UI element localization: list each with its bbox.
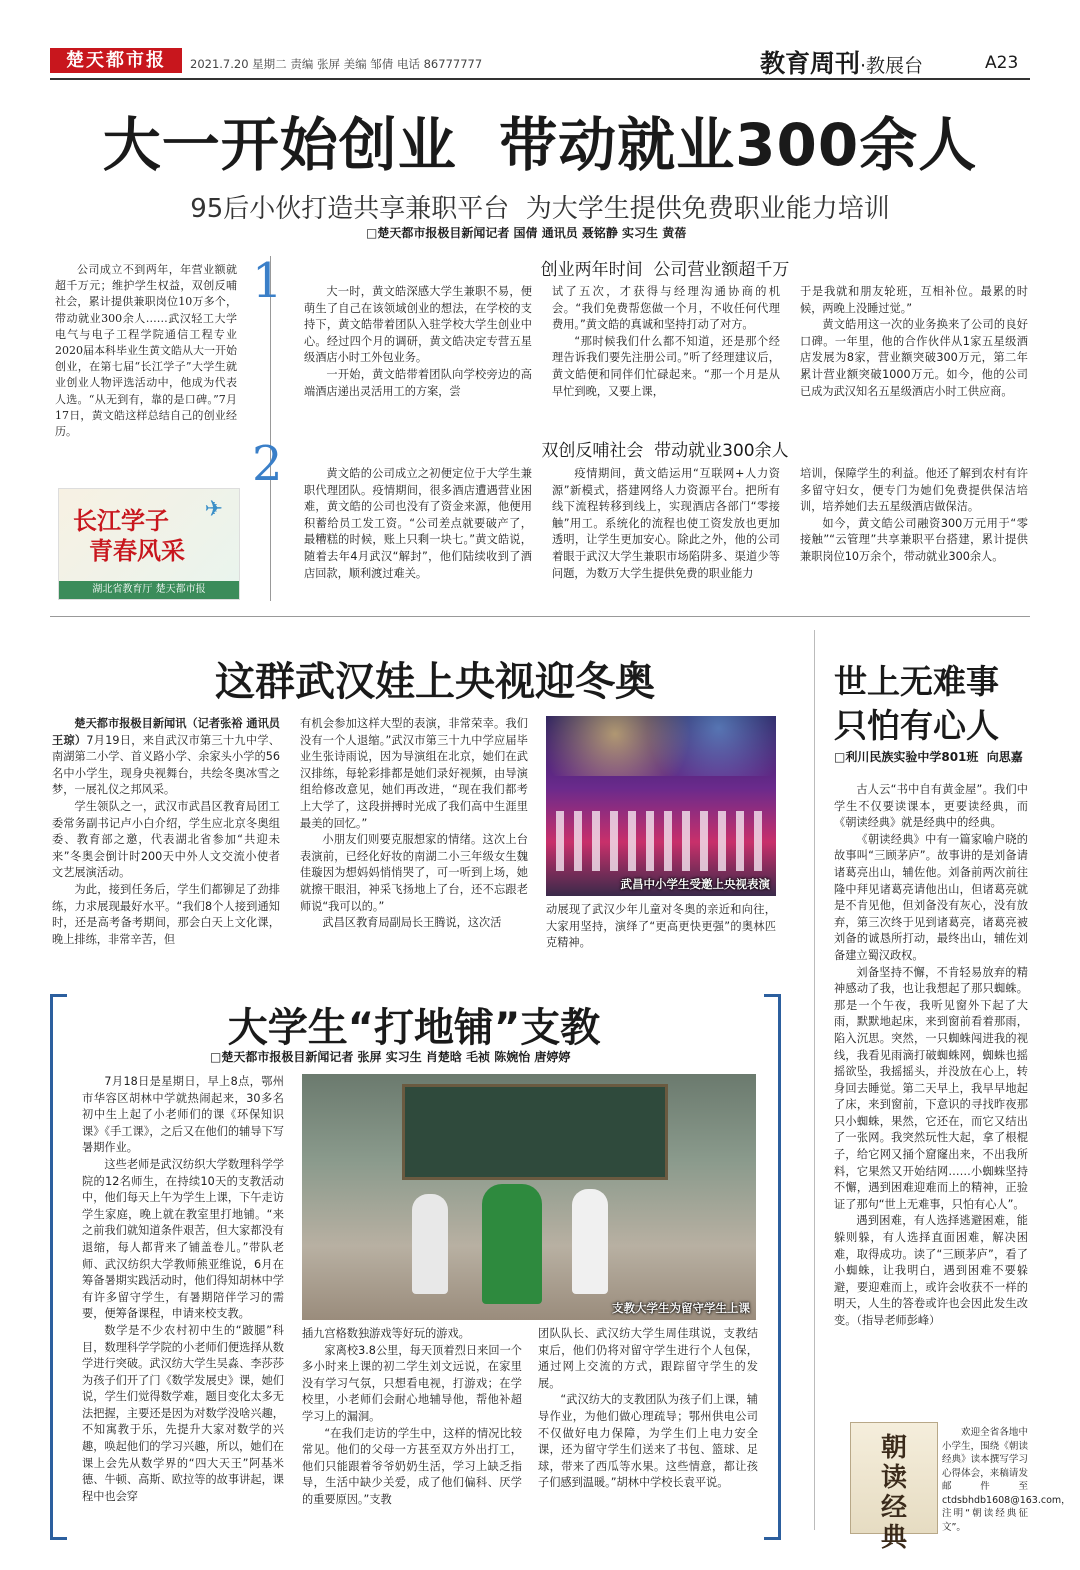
story4-headline-a: 世上无难事 bbox=[834, 662, 999, 701]
lead-paragraph: 公司成立不到两年，年营业额就超千万元；维护学生权益，双创反哺社会，累计提供兼职岗位10万多个，带动就业300余人……武汉轻工大学电气与电子工程学院通信工程专业2020届本科毕业生黄文皓从大一开始创业，在第七届“长江学子”大学生就业创业人物评选活动中，他成为代表人选。“从无到有，靠的是口碑。”7月17日，黄文皓这样总结自己的创业经历。 bbox=[55, 263, 237, 439]
paragraph: 插九宫格数独游戏等好玩的游戏。 bbox=[302, 1327, 470, 1340]
paper-plane-icon: ✈ bbox=[204, 497, 223, 522]
paragraph: 有机会参加这样大型的表演，非常荣幸。我们没有一个人退缩。”武汉市第三十九中学应届毕业生张诗雨说，因为导演组在北京，她们在武汉排练，每轮彩排都是她们录好视频，由导演组给修改意见，她们再改进，“现在我们都考上大学了，这段拼搏时光成了我们高中生涯里最美的回忆。” bbox=[300, 717, 528, 830]
section2-number: 2 bbox=[252, 436, 283, 492]
paragraph: 《朝读经典》中有一篇家喻户晓的故事叫“三顾茅庐”。故事讲的是刘备请诸葛亮出山，辅佐他。刘备前两次前往隆中拜见诸葛亮请他出山，但诸葛亮就是不肯见他，但刘备没有灰心，没有放弃，第三次终于见到诸葛亮，诸葛亮被刘备的诚恳所打动，最终出山，辅佐刘备建立蜀汉政权。 bbox=[834, 832, 1028, 962]
paragraph: 7月18日是星期日，早上8点，鄂州市华容区胡林中学就热闹起来，30多名初中生上起了小老师们的课《环保知识课》《手工课》，之后又在他们的辅导下写暑期作业。 bbox=[82, 1075, 284, 1155]
paragraph: 一开始，黄文皓带着团队向学校旁边的高端酒店递出灵活用工的方案，尝 bbox=[304, 367, 532, 398]
paragraph: 试了五次，才获得与经理沟通协商的机会。“我们免费帮您做一个月，不收任何代理费用。”黄文皓的真诚和坚持打动了对方。 bbox=[552, 285, 780, 332]
paragraph: 大一时，黄文皓深感大学生兼职不易，便萌生了自己在该领域创业的想法，在学校的支持下，黄文皓带着团队入驻学校大学生创业中心。经过四个月的调研，黄文皓决定专营五星级酒店小时工外包业务。 bbox=[304, 285, 532, 365]
paragraph: 培训，保障学生的利益。他还了解到农村有许多留守妇女，便专门为她们免费提供保洁培训，培养她们去五星级酒店做保洁。 bbox=[800, 467, 1028, 514]
story1-lead bbox=[55, 262, 237, 472]
story2-col2 bbox=[300, 716, 528, 952]
section1-col1 bbox=[304, 284, 532, 454]
story-separator bbox=[50, 616, 1030, 617]
issue-meta: 2021.7.20 星期二 责编 张屏 美编 邹倩 电话 86777777 bbox=[190, 57, 483, 71]
story3-headline: 大学生“打地铺”支教 bbox=[227, 1005, 601, 1051]
story1-subheadline: 95后小伙打造共享兼职平台 为大学生提供免费职业能力培训 bbox=[190, 194, 890, 224]
story3-byline: □楚天都市报极目新闻记者 张屏 实习生 肖楚晗 毛祯 陈婉怡 唐婷婷 bbox=[210, 1050, 571, 1064]
paragraph: 黄文皓的公司成立之初便定位于大学生兼职代理团队。疫情期间，很多酒店遭遇营业困难，黄文皓的公司也没有了资金来源，他便用积蓄给员工发工资。“公司差点就要破产了，最糟糕的时候，账上只剩一块七。”黄文皓说，随着去年4月武汉“解封”，他们陆续收到了酒店回款，顺利渡过难关。 bbox=[304, 467, 532, 580]
paragraph: 于是我就和朋友轮班，互相补位。最累的时候，两晚上没睡过觉。” bbox=[800, 285, 1028, 315]
paragraph-text: 7月19日，来自武汉市第三十九中学、南湖第二小学、首义路小学、余家头小学的56名中小学生，现身央视舞台，共绘冬奥冰雪之梦，一展礼仪之邦风采。 bbox=[52, 733, 280, 797]
story2-headline: 这群武汉娃上央视迎冬奥 bbox=[215, 659, 655, 705]
paragraph: 疫情期间，黄文皓运用“互联网+人力资源”新模式，搭建网络人力资源平台。把所有线下流程转移到线上，实现酒店各部门“零接触”用工。系统化的流程也使工资发放也更加透明，让学生更加安心。除此之外，他的公司着眼于武汉大学生兼职市场陷阱多、渠道少等问题，为数万大学生提供免费的职业能力 bbox=[552, 467, 780, 580]
badge-title-b: 青春风采 bbox=[89, 536, 185, 565]
essay-call-promo bbox=[942, 1426, 1071, 1534]
box-bracket-right bbox=[764, 994, 781, 1540]
paragraph: 黄文皓用这一次的业务换来了公司的良好口碑。一年里，他的合作伙伴从1家五星级酒店发展为8家，营业额突破300万元，第二年累计营业额突破1000万元。如今，他的公司已成为武汉知名五星级酒店小时工供应商。 bbox=[800, 318, 1028, 398]
box-bracket-left bbox=[50, 994, 67, 1540]
right-column-divider bbox=[814, 630, 815, 1530]
story4-byline: □利川民族实验中学801班 向思嘉 bbox=[834, 750, 1023, 764]
section1-title: 创业两年时间 公司营业额超千万 bbox=[540, 260, 790, 280]
paragraph: “那时候我们什么都不知道，还是那个经理告诉我们要先注册公司。”听了经理建议后，黄文皓便和同伴们忙碌起来。“那一个月是从早忙到晚，又要上课， bbox=[552, 334, 780, 398]
paragraph: 动展现了武汉少年儿童对冬奥的亲近和向往，大家用坚持，演绎了“更高更快更强”的奥林匹克精神。 bbox=[546, 903, 776, 950]
paragraph: 如今，黄文皓公司融资300万元用于“零接触”“云管理”共享兼职平台搭建，累计提供兼职岗位10万余个，带动就业300余人。 bbox=[800, 516, 1028, 563]
photo-caption: 武昌中小学生受邀上央视表演 bbox=[620, 877, 770, 891]
newspaper-logo bbox=[50, 48, 182, 73]
photo-caption: 支教大学生为留守学生上课 bbox=[612, 1301, 750, 1315]
section1-number: 1 bbox=[252, 253, 283, 309]
story1-headline: 大一开始创业 带动就业300余人 bbox=[102, 111, 978, 179]
classroom-photo bbox=[302, 1074, 756, 1320]
badge-title-a: 长江学子 bbox=[73, 506, 169, 535]
section-title bbox=[760, 44, 923, 80]
paragraph: 家离校3.8公里，每天顶着烈日来回一个多小时来上课的初二学生刘文远说，在家里没有学习气氛，只想看电视，打游戏；在学校里，小老师们会耐心地辅导他，帮他补超学习上的漏洞。 bbox=[302, 1343, 522, 1423]
blackboard bbox=[402, 1084, 668, 1180]
paragraph: 团队队长、武汉纺大学生周佳琪说，支教结束后，他们仍将对留守学生进行个人包保，通过网上交流的方式，跟踪留守学生的发展。 bbox=[538, 1327, 758, 1390]
section2-col3 bbox=[800, 466, 1028, 602]
book-title: 朝读经典 bbox=[880, 1433, 907, 1553]
section1-col2 bbox=[552, 284, 780, 454]
section2-col1 bbox=[304, 466, 532, 602]
paragraph: “在我们走访的学生中，这样的情况比较常见。他们的父母一方甚至双方外出打工，他们只能跟着爷爷奶奶生活，学习上缺乏指导，生活中缺少关爱，成了他们偏科、厌学的重要原因。”支教 bbox=[302, 1426, 522, 1506]
badge-footer: 湖北省教育厅 楚天都市报 bbox=[59, 581, 239, 599]
promo-text: 欢迎全省各地中小学生，围绕《朝读经典》读本撰写学习心得体会，来稿请发邮件至ctdsbhdb1608@163.com，注明“朝读经典征文”。 bbox=[942, 1427, 1071, 1533]
story2-col1 bbox=[52, 716, 280, 952]
page-number: A23 bbox=[985, 53, 1019, 73]
section2-title: 双创反哺社会 带动就业300余人 bbox=[541, 441, 789, 461]
performers bbox=[556, 811, 766, 871]
story4-body bbox=[834, 782, 1028, 1416]
student-figure bbox=[412, 1194, 448, 1294]
subsection-name: ·教展台 bbox=[860, 55, 924, 77]
paragraph: 武昌区教育局副局长王腾说，这次活 bbox=[322, 916, 502, 930]
student-figure bbox=[482, 1184, 542, 1304]
stage-lights bbox=[546, 716, 776, 776]
story3-col1 bbox=[82, 1074, 284, 1524]
section1-col3 bbox=[800, 284, 1028, 454]
paragraph: 古人云“书中自有黄金屋”。我们中学生不仅要读课本，更要读经典，而《朝读经典》就是经典中的经典。 bbox=[834, 783, 1028, 830]
paragraph: 刘备坚持不懈，不肯轻易放弃的精神感动了我，也让我想起了那只蜘蛛。那是一个午夜，我听见窗外下起了大雨，默默地起床，来到窗前看着那雨，陷入沉思。突然，一只蜘蛛闯进我的视线，我看见雨滴打破蜘蛛网，蜘蛛也摇摇欲坠，我摇摇头，并没放在心上，转身回去睡觉。第二天早上，我早早地起了床，来到窗前，下意识的寻找昨夜那只小蜘蛛，果然，它还在，而它又结出了一张网。我突然玩性大起，拿了根棍子，给它网又捅个窟窿出来，不出我所料，它果然又开始结网……小蜘蛛坚持不懈，遇到困难迎难而上的精神，正验证了那句“世上无难事，只怕有心人”。 bbox=[834, 965, 1028, 1211]
story4-headline-b: 只怕有心人 bbox=[834, 706, 999, 745]
paragraph: 遇到困难，有人选择逃避困难，能躲则躲，有人选择直面困难，解决困难，取得成功。读了“三顾茅庐”，看了小蜘蛛，让我明白，遇到困难不要躲避，要迎难而上，或许会收获不一样的明天，人生的答卷或许也会因此发生改变。（指导老师彭峰） bbox=[834, 1214, 1028, 1327]
story2-lead: 楚天都市报极目新闻讯（记者张裕 通讯员王琼） bbox=[52, 717, 280, 747]
paragraph bbox=[52, 716, 280, 799]
paragraph: 这些老师是武汉纺织大学数理科学学院的12名师生，在持续10天的支教活动中，他们每天上午为学生上课，下午走访学生家庭，晚上就在教室里打地铺。“来之前我们就知道条件艰苦，但大家都没有退缩，每人都背来了铺盖卷儿。”带队老师、武汉纺织大学教师熊亚维说，6月在筹备暑期实践活动时，他们得知胡林中学有许多留守学生，有暑期陪伴学习的需要，便筹备课程，申请来校支教。 bbox=[82, 1157, 284, 1321]
logo-text: 楚天都市报 bbox=[66, 50, 166, 71]
story2-col3 bbox=[546, 902, 776, 952]
header-rule bbox=[50, 78, 1030, 80]
paragraph: “武汉纺大的支教团队为孩子们上课，辅导作业，为他们做心理疏导；鄂州供电公司不仅做好电力保障，为学生们上电力安全课，还为留守学生们送来了书包、篮球、足球，带来了西瓜等水果。这些情意，都让孩子们感到温暖。”胡林中学校长袁平说。 bbox=[538, 1393, 758, 1490]
story3-col2 bbox=[302, 1326, 522, 1526]
story1-byline: □楚天都市报极目新闻记者 国倩 通讯员 聂铭静 实习生 黄蓓 bbox=[366, 226, 687, 240]
book-cover bbox=[850, 1422, 938, 1553]
paragraph: 小朋友们则要克服想家的情绪。这次上台表演前，已经化好妆的南湖二小三年级女生魏佳璇因为想妈妈悄悄哭了，可一听到上场，她就擦干眼泪，神采飞扬地上了台，还不忘跟老师说“我可以的。” bbox=[300, 833, 528, 913]
story3-col3 bbox=[538, 1326, 758, 1526]
section-name: 教育周刊 bbox=[760, 49, 861, 78]
performance-photo bbox=[546, 716, 776, 896]
paragraph: 为此，接到任务后，学生们都铆足了劲排练，力求展现最好水平。“我们8个人接到通知时，还是高考备考期间，那会白天上文化课，晚上排练，非常辛苦，但 bbox=[52, 882, 280, 946]
paragraph: 数学是不少农村初中生的“跛腿”科目，数理科学学院的小老师们便选择从数学进行突破。武汉纺大学生吴淼、李莎莎为孩子们开了门《数学发展史》课，她们说，学生们觉得数学难，题目变化太多无法把握，主要还是因为对数学没啥兴趣，不知寓教于乐，先提升大家对数学的兴趣，唤起他们的学习兴趣，所以，她们在课上会先从数学界的“四大天王”阿基米德、牛顿、高斯、欧拉等的故事讲起，课程中也会穿 bbox=[82, 1323, 284, 1503]
student-figure bbox=[572, 1189, 608, 1294]
paragraph: 学生领队之一，武汉市武昌区教育局团工委常务副书记卢小白介绍，学生应北京冬奥组委、教育部之邀，代表湖北省参加“共迎未来”冬奥会倒计时200天中外人文交流小使者文艺展演活动。 bbox=[52, 799, 280, 880]
changjiang-badge bbox=[58, 488, 240, 600]
section2-col2 bbox=[552, 466, 780, 602]
